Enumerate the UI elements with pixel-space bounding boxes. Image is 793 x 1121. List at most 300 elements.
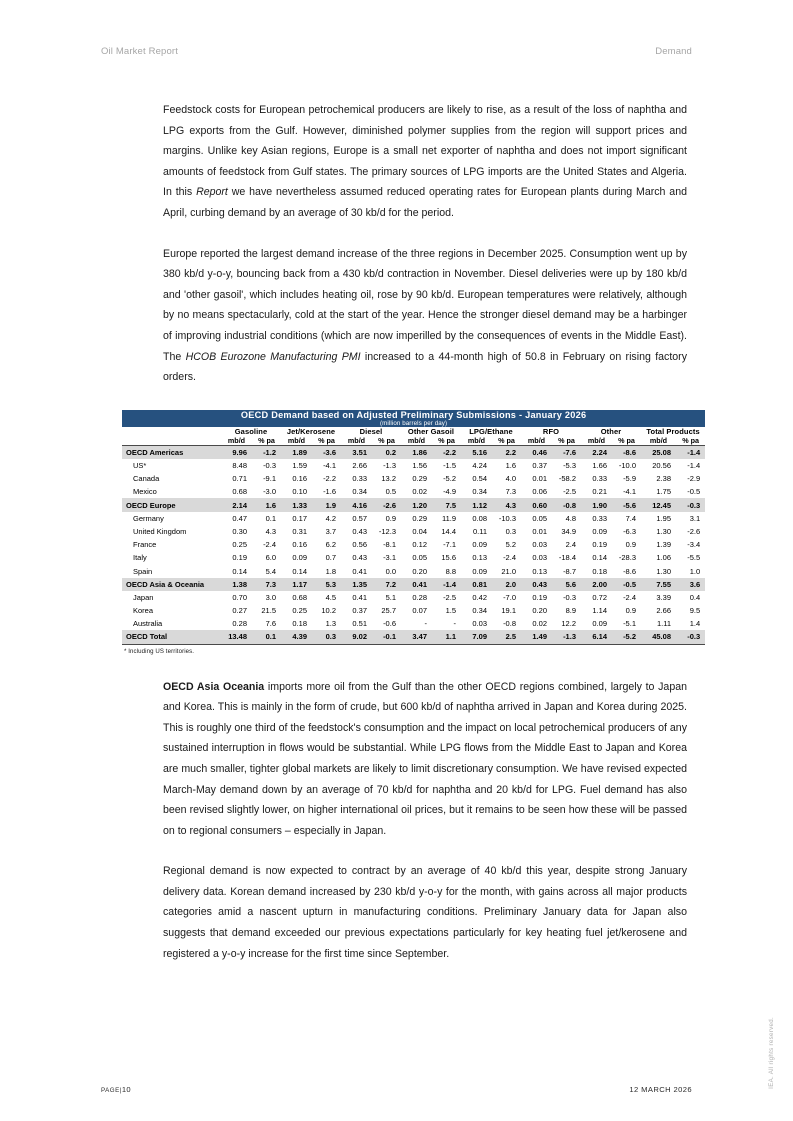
cell-pct: -2.2 — [432, 445, 461, 459]
cell-mbd: 0.68 — [292, 592, 307, 602]
cell-mbd: 3.51 — [341, 445, 372, 459]
cell-mbd: 5.16 — [461, 445, 492, 459]
cell-mbd: 1.89 — [281, 445, 312, 459]
cell-mbd: 0.04 — [412, 526, 427, 536]
cell-pct: -0.1 — [372, 630, 401, 644]
table-row — [122, 604, 705, 617]
cell-mbd: 0.42 — [472, 592, 487, 602]
cell-mbd: 0.37 — [352, 606, 367, 616]
unit-header-mbd: mb/d — [581, 436, 612, 446]
group-header-gasoline: Gasoline — [234, 426, 268, 436]
running-footer — [101, 1085, 692, 1094]
cell-pct: 6.0 — [265, 553, 276, 563]
cell-pct: 3.6 — [676, 578, 705, 591]
cell-mbd: 0.33 — [352, 474, 367, 484]
cell-pct: 13.2 — [381, 474, 396, 484]
cell-mbd: 0.09 — [472, 540, 487, 550]
unit-header-blank — [122, 436, 221, 446]
cell-pct: -0.3 — [676, 630, 705, 644]
cell-pct: 1.6 — [505, 461, 516, 470]
group-header-rfo: RFO — [542, 426, 560, 436]
cell-mbd: 1.17 — [281, 578, 312, 591]
cell-mbd: 13.48 — [221, 630, 252, 644]
cell-pct: -28.3 — [618, 553, 636, 563]
paragraph-text-part1: Europe reported the largest demand increase of the three regions in December 2025. Consumption went up by 380 kb/d y-o-y, bouncing back from a 430 kb/d contraction in November. Diesel deliveries were up by 180 kb/d and 'other gasoil', which includes heating oil, rose by 90 kb/d. European temperatures were relatively, although by no means spectacularly, cold at the start of the year. Hence the stronger diesel demand may be a harbinger of improving industrial conditions (which are now imperilled by the consequences of events in the Middle East). The — [163, 247, 687, 363]
italic-report: Report — [196, 186, 228, 199]
cell-mbd: 0.46 — [521, 445, 552, 459]
cell-mbd: 0.02 — [412, 487, 427, 497]
cell-mbd: 0.70 — [232, 592, 247, 602]
cell-pct: -10.0 — [618, 461, 636, 470]
row-label: Italy — [133, 553, 147, 563]
publication-date: 12 MARCH 2026 — [629, 1085, 692, 1094]
table-row — [122, 498, 705, 511]
bold-oecd-asia-oceania: OECD Asia Oceania — [163, 680, 265, 693]
row-label: OECD Europe — [122, 498, 221, 511]
unit-header-mbd: mb/d — [221, 436, 252, 446]
cell-pct: 5.3 — [312, 578, 341, 591]
cell-mbd: 1.11 — [656, 619, 671, 629]
cell-mbd: 0.18 — [292, 619, 307, 629]
cell-mbd: 3.39 — [656, 592, 671, 602]
cell-mbd: 0.08 — [472, 513, 487, 523]
cell-pct: -8.6 — [623, 566, 636, 576]
cell-mbd: 0.28 — [412, 592, 427, 602]
cell-pct: -3.4 — [687, 540, 701, 550]
cell-pct: 6.2 — [325, 540, 336, 550]
cell-pct: 14.4 — [441, 526, 456, 536]
italic-hcob-pmi: HCOB Eurozone Manufacturing PMI — [185, 350, 361, 363]
cell-mbd: 1.39 — [656, 540, 671, 550]
cell-pct: 0.9 — [625, 606, 636, 616]
cell-mbd: 0.25 — [292, 606, 307, 616]
oecd-demand-table-container — [122, 409, 701, 655]
cell-pct: 5.4 — [265, 566, 276, 576]
table-row — [122, 564, 705, 577]
cell-mbd: 0.09 — [472, 566, 487, 576]
cell-mbd: 0.14 — [232, 566, 247, 576]
cell-pct: 3.1 — [689, 513, 701, 523]
cell-mbd: 0.10 — [292, 487, 307, 497]
cell-pct: 0.2 — [372, 445, 401, 459]
cell-mbd: 0.02 — [532, 619, 547, 629]
cell-pct: 4.3 — [492, 498, 521, 511]
group-header-total-products: Total Products — [646, 426, 700, 436]
cell-mbd: 20.56 — [652, 461, 671, 470]
cell-pct: -2.2 — [323, 474, 336, 484]
cell-pct: 2.4 — [565, 540, 576, 550]
unit-header-pct: % pa — [676, 436, 705, 446]
cell-mbd: 0.33 — [592, 513, 607, 523]
group-header-jet-kerosene: Jet/Kerosene — [286, 426, 336, 436]
cell-mbd: 2.66 — [656, 606, 671, 616]
cell-mbd: 0.33 — [592, 474, 607, 484]
cell-pct: -1.4 — [432, 578, 461, 591]
cell-mbd: 45.08 — [641, 630, 676, 644]
cell-pct: -18.4 — [558, 553, 576, 563]
row-label: France — [133, 540, 157, 550]
cell-mbd: - — [424, 619, 427, 629]
cell-pct: 3.7 — [325, 526, 336, 536]
cell-pct: 5.6 — [552, 578, 581, 591]
cell-pct: 8.9 — [565, 606, 576, 616]
cell-pct: -3.6 — [312, 445, 341, 459]
cell-pct: -0.6 — [383, 619, 396, 629]
cell-pct: 4.3 — [265, 526, 276, 536]
cell-mbd: 0.47 — [232, 513, 247, 523]
cell-pct: 0.9 — [625, 540, 636, 550]
table-subtitle-row — [122, 420, 705, 427]
cell-mbd: 0.05 — [412, 553, 427, 563]
cell-pct: 4.0 — [505, 474, 516, 484]
cell-pct: 15.6 — [441, 553, 456, 563]
cell-pct: -5.3 — [563, 461, 576, 470]
cell-pct: -2.5 — [443, 592, 456, 602]
cell-mbd: 0.25 — [232, 540, 247, 550]
cell-pct: -0.8 — [503, 619, 516, 629]
cell-pct: 1.3 — [325, 619, 336, 629]
page-word: PAGE — [101, 1087, 120, 1094]
paragraph-asia-oceania — [163, 677, 687, 842]
cell-mbd: 2.14 — [221, 498, 252, 511]
cell-pct: -5.2 — [443, 474, 456, 484]
cell-mbd: 0.09 — [592, 526, 607, 536]
cell-pct: 2.5 — [492, 630, 521, 644]
cell-mbd: 0.37 — [532, 461, 547, 470]
unit-header-pct: % pa — [612, 436, 641, 446]
cell-mbd: 0.43 — [352, 526, 367, 536]
cell-mbd: 0.20 — [412, 566, 427, 576]
cell-mbd: 6.14 — [581, 630, 612, 644]
row-label: OECD Asia & Oceania — [122, 578, 221, 591]
cell-mbd: 0.34 — [472, 487, 487, 497]
table-row — [122, 551, 705, 564]
cell-mbd: 0.19 — [232, 553, 247, 563]
unit-header-mbd: mb/d — [341, 436, 372, 446]
cell-pct: 12.2 — [561, 619, 576, 629]
cell-pct: -0.5 — [612, 578, 641, 591]
unit-header-pct: % pa — [552, 436, 581, 446]
unit-header-mbd: mb/d — [401, 436, 432, 446]
row-label: Spain — [133, 566, 153, 576]
cell-pct: -0.3 — [563, 592, 576, 602]
report-title: Oil Market Report — [101, 46, 178, 57]
cell-mbd: 0.06 — [532, 487, 547, 497]
running-header — [101, 46, 692, 57]
cell-mbd: 0.18 — [592, 566, 607, 576]
cell-pct: 0.4 — [689, 592, 701, 602]
cell-pct: -1.3 — [383, 461, 396, 470]
cell-pct: -7.0 — [503, 592, 516, 602]
cell-pct: - — [453, 619, 456, 629]
cell-mbd: 0.57 — [352, 513, 367, 523]
cell-pct: 21.0 — [501, 566, 516, 576]
cell-pct: 9.5 — [689, 606, 701, 616]
cell-pct: 1.9 — [312, 498, 341, 511]
page-number: 10 — [121, 1085, 131, 1094]
cell-mbd: 12.45 — [641, 498, 676, 511]
cell-mbd: 0.54 — [472, 474, 487, 484]
cell-mbd: 0.71 — [232, 474, 247, 484]
cell-mbd: 1.38 — [221, 578, 252, 591]
cell-mbd: 0.01 — [532, 526, 547, 536]
paragraph-feedstock-costs — [163, 100, 687, 224]
cell-mbd: 0.43 — [521, 578, 552, 591]
cell-mbd: 0.13 — [532, 566, 547, 576]
cell-mbd: 25.08 — [641, 445, 676, 459]
cell-mbd: 0.41 — [352, 592, 367, 602]
cell-mbd: 0.07 — [412, 606, 427, 616]
cell-pct: 1.5 — [445, 606, 456, 616]
cell-pct: 0.3 — [505, 526, 516, 536]
cell-pct: 2.0 — [492, 578, 521, 591]
cell-mbd: 7.55 — [641, 578, 676, 591]
paragraph-text-part2: increased to a 44-month high of 50.8 in February on rising factory orders. — [163, 350, 687, 384]
cell-mbd: 0.03 — [532, 540, 547, 550]
cell-pct: -1.3 — [552, 630, 581, 644]
cell-pct: 7.6 — [265, 619, 276, 629]
cell-mbd: 1.75 — [656, 487, 671, 497]
cell-pct: -9.1 — [263, 474, 276, 484]
cell-pct: 0.1 — [252, 630, 281, 644]
cell-mbd: 0.13 — [472, 553, 487, 563]
cell-mbd: 0.19 — [532, 592, 547, 602]
cell-pct: 7.4 — [625, 513, 636, 523]
unit-header-pct: % pa — [252, 436, 281, 446]
table-row — [122, 525, 705, 538]
cell-pct: 34.9 — [561, 526, 576, 536]
cell-mbd: 0.56 — [352, 540, 367, 550]
row-label: OECD Total — [122, 630, 221, 644]
cell-mbd: 1.30 — [656, 566, 671, 576]
group-header-other-gasoil: Other Gasoil — [407, 426, 455, 436]
body-content — [124, 100, 701, 964]
cell-pct: 7.5 — [432, 498, 461, 511]
cell-mbd: 0.16 — [292, 540, 307, 550]
cell-mbd: 2.00 — [581, 578, 612, 591]
row-label: OECD Americas — [122, 445, 221, 459]
cell-pct: 7.3 — [505, 487, 516, 497]
cell-mbd: 4.24 — [472, 461, 487, 470]
cell-pct: 7.2 — [372, 578, 401, 591]
table-row — [122, 512, 705, 525]
cell-pct: 11.9 — [441, 513, 456, 523]
unit-header-mbd: mb/d — [641, 436, 676, 446]
cell-mbd: 8.48 — [232, 461, 247, 470]
cell-pct: -5.9 — [623, 474, 636, 484]
cell-mbd: 0.12 — [412, 540, 427, 550]
cell-mbd: 0.20 — [532, 606, 547, 616]
unit-header-mbd: mb/d — [281, 436, 312, 446]
cell-mbd: 0.14 — [592, 553, 607, 563]
cell-pct: -2.4 — [263, 540, 276, 550]
table-row — [122, 538, 705, 551]
table-row — [122, 591, 705, 604]
cell-pct: -4.1 — [623, 487, 636, 497]
cell-mbd: 2.38 — [656, 474, 671, 484]
row-label: United Kingdom — [133, 526, 187, 536]
row-label: Korea — [133, 606, 154, 616]
table-row — [122, 459, 705, 472]
copyright-notice: IEA. All rights reserved. — [768, 1017, 775, 1089]
table-row — [122, 472, 705, 485]
cell-mbd: 0.60 — [521, 498, 552, 511]
paragraph-text-part2: we have nevertheless assumed reduced operating rates for European plants during March and April, curbing demand by an average of 30 kb/d for the period. — [163, 186, 687, 219]
cell-pct: -7.6 — [552, 445, 581, 459]
cell-pct: 3.0 — [265, 592, 276, 602]
group-header-lpg-ethane: LPG/Ethane — [469, 426, 513, 436]
group-header-other: Other — [600, 426, 622, 436]
oecd-demand-table — [122, 410, 705, 645]
cell-mbd: 1.90 — [581, 498, 612, 511]
cell-pct: 1.1 — [432, 630, 461, 644]
cell-mbd: 0.14 — [292, 566, 307, 576]
table-body — [122, 445, 705, 644]
cell-pct: -12.3 — [378, 526, 396, 536]
cell-mbd: 9.96 — [221, 445, 252, 459]
cell-pct: -6.3 — [623, 526, 636, 536]
cell-pct: 4.2 — [325, 513, 336, 523]
cell-pct: 19.1 — [501, 606, 516, 616]
cell-pct: -5.2 — [612, 630, 641, 644]
cell-mbd: 0.03 — [532, 553, 547, 563]
cell-pct: -2.4 — [503, 553, 516, 563]
table-row — [122, 617, 705, 630]
cell-pct: -0.3 — [676, 498, 705, 511]
cell-pct: -1.6 — [323, 487, 336, 497]
row-label: Australia — [133, 619, 163, 629]
cell-pct: 1.6 — [252, 498, 281, 511]
unit-header-pct: % pa — [372, 436, 401, 446]
unit-header-pct: % pa — [492, 436, 521, 446]
table-row — [122, 445, 705, 459]
table-row — [122, 630, 705, 644]
cell-mbd: 7.09 — [461, 630, 492, 644]
cell-mbd: 0.28 — [232, 619, 247, 629]
paragraph-text: imports more oil from the Gulf than the other OECD regions combined, largely to Japan and Korea. This is mainly in the form of crude, but 600 kb/d of naphtha arrived in Japan and Korea during 2025. This is roughly one third of the feedstock's consumption and the impact on local petrochemical producers of any sustained interruption in flows would be substantial. While LPG flows from the Middle East to Japan and Korea are much smaller, tighter global markets are likely to limit discretionary consumption. We have revised expected March-May demand down by an average of 70 kb/d for naphtha and 20 kb/d for LPG. Fuel demand has also been revised slightly lower, on higher international oil prices, but it remains to be seen how these will be passed on to regional consumers – especially in Japan. — [163, 680, 687, 837]
cell-mbd: 0.09 — [292, 553, 307, 563]
cell-mbd: 1.49 — [521, 630, 552, 644]
cell-mbd: 0.29 — [412, 474, 427, 484]
table-unit-header-row — [122, 436, 705, 446]
cell-pct: -5.1 — [623, 619, 636, 629]
unit-header-pct: % pa — [312, 436, 341, 446]
cell-pct: 10.2 — [321, 606, 336, 616]
cell-mbd: 0.41 — [401, 578, 432, 591]
cell-pct: 0.0 — [385, 566, 396, 576]
cell-pct: -2.6 — [372, 498, 401, 511]
table-group-header-row — [122, 427, 705, 436]
row-label: Japan — [133, 592, 154, 602]
cell-mbd: 1.20 — [401, 498, 432, 511]
cell-pct: 8.8 — [445, 566, 456, 576]
cell-pct: 1.0 — [689, 566, 701, 576]
cell-mbd: 1.30 — [656, 526, 671, 536]
cell-mbd: 0.05 — [532, 513, 547, 523]
cell-mbd: 0.30 — [232, 526, 247, 536]
cell-pct: 1.4 — [689, 619, 701, 629]
cell-mbd: 4.39 — [281, 630, 312, 644]
group-header-blank — [122, 427, 221, 436]
cell-mbd: 9.02 — [341, 630, 372, 644]
cell-mbd: 1.35 — [341, 578, 372, 591]
cell-mbd: 1.33 — [281, 498, 312, 511]
group-header-diesel: Diesel — [359, 426, 383, 436]
unit-header-pct: % pa — [432, 436, 461, 446]
cell-pct: 1.8 — [325, 566, 336, 576]
cell-mbd: 0.27 — [232, 606, 247, 616]
cell-mbd: 2.66 — [352, 461, 367, 470]
cell-mbd: 0.72 — [592, 592, 607, 602]
row-label: Mexico — [133, 487, 157, 497]
cell-pct: -2.4 — [623, 592, 636, 602]
cell-mbd: 1.59 — [292, 461, 307, 470]
cell-pct: -8.1 — [383, 540, 396, 550]
cell-mbd: 0.03 — [472, 619, 487, 629]
page-indicator — [101, 1085, 131, 1094]
cell-mbd: 1.06 — [656, 553, 671, 563]
cell-pct: -58.2 — [558, 474, 576, 484]
cell-pct: 0.9 — [385, 513, 396, 523]
cell-pct: -2.6 — [687, 526, 701, 536]
cell-pct: -5.6 — [612, 498, 641, 511]
paragraph-text-part1: Feedstock costs for European petrochemical producers are likely to rise, as a result of the loss of naphtha and LPG exports from the Gulf. However, diminished polymer supplies from the region will support prices and margins. Unlike key Asian regions, Europe is a small net exporter of naphtha and does not import significant amounts of feedstock from Gulf states. The primary sources of LPG imports are the United States and Algeria. In this — [163, 104, 687, 199]
unit-header-mbd: mb/d — [521, 436, 552, 446]
cell-pct: -3.0 — [263, 487, 276, 497]
cell-mbd: 0.51 — [352, 619, 367, 629]
cell-mbd: 1.86 — [401, 445, 432, 459]
cell-mbd: 1.95 — [656, 513, 671, 523]
cell-pct: 5.2 — [505, 540, 516, 550]
cell-mbd: 0.01 — [532, 474, 547, 484]
cell-mbd: 0.68 — [232, 487, 247, 497]
cell-pct: 5.1 — [385, 592, 396, 602]
cell-pct: -5.5 — [687, 553, 701, 563]
cell-mbd: 1.66 — [592, 461, 607, 470]
cell-pct: -0.3 — [263, 461, 276, 470]
cell-mbd: 4.16 — [341, 498, 372, 511]
cell-mbd: 0.41 — [352, 566, 367, 576]
cell-pct: -1.4 — [676, 445, 705, 459]
cell-pct: 25.7 — [381, 606, 396, 616]
cell-pct: -1.5 — [443, 461, 456, 470]
row-label: Germany — [133, 513, 164, 523]
cell-mbd: 2.24 — [581, 445, 612, 459]
cell-pct: -2.9 — [687, 474, 701, 484]
cell-pct: -7.1 — [443, 540, 456, 550]
paragraph-europe-demand — [163, 244, 687, 388]
cell-mbd: 0.17 — [292, 513, 307, 523]
table-subtitle: (million barrels per day) — [122, 420, 705, 427]
cell-pct: -4.1 — [323, 461, 336, 470]
table-row — [122, 578, 705, 591]
cell-pct: -4.9 — [443, 487, 456, 497]
cell-pct: 0.7 — [325, 553, 336, 563]
cell-mbd: 1.12 — [461, 498, 492, 511]
cell-pct: 0.5 — [385, 487, 396, 497]
cell-pct: -1.2 — [252, 445, 281, 459]
paragraph-regional-demand: Regional demand is now expected to contract by an average of 40 kb/d this year, despite strong January delivery data. Korean demand increased by 230 kb/d y-o-y for the month, with gains across all major products categories amid a nascent upturn in manufacturing conditions. Preliminary January data for Japan also suggests that demand exceeded our previous expectations particularly for key heating fuel jet/kerosene and registered a y-o-y increase for the first time since September. — [163, 865, 687, 960]
table-footnote: * Including US territories. — [124, 647, 195, 655]
cell-mbd: 3.47 — [401, 630, 432, 644]
table-title: OECD Demand based on Adjusted Preliminary Submissions - January 2026 — [122, 410, 705, 420]
cell-mbd: 0.21 — [592, 487, 607, 497]
section-title: Demand — [655, 46, 692, 57]
cell-mbd: 1.14 — [592, 606, 607, 616]
row-label: US* — [133, 461, 147, 470]
cell-mbd: 1.56 — [412, 461, 427, 470]
cell-mbd: 0.31 — [292, 526, 307, 536]
